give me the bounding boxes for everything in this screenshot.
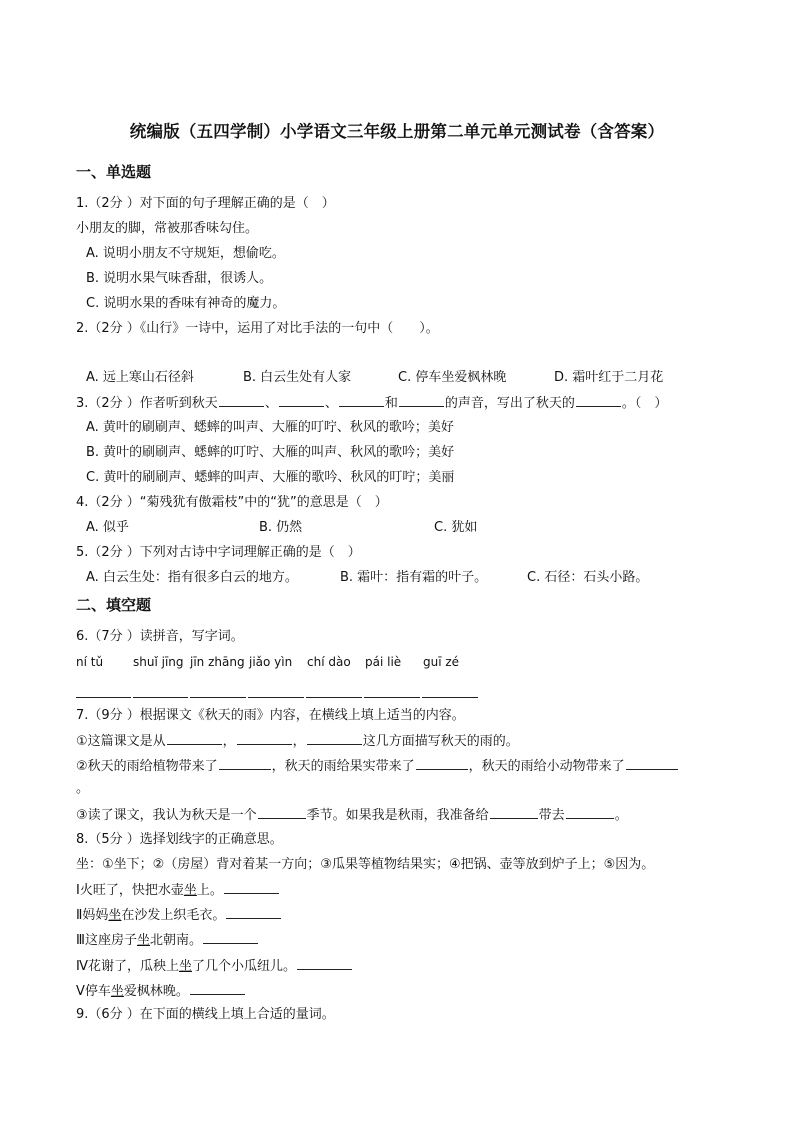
question-7-text: 这几方面描写秋天的雨的。 (362, 734, 519, 749)
answer-blank[interactable] (248, 697, 304, 698)
question-7-line-2-end: 。 (76, 781, 90, 796)
answer-blank[interactable] (76, 697, 131, 698)
answer-blank[interactable] (306, 697, 362, 698)
answer-blank[interactable] (364, 697, 420, 698)
question-7-stem: 7.（9分 ）根据课文《秋天的雨》内容，在横线上填上适当的内容。 (76, 708, 465, 723)
underlined-char: 坐 (110, 984, 124, 999)
question-7-text: ，秋天的雨给小动物带来了 (468, 759, 625, 774)
question-5-stem: 5.（2分 ）下列对古诗中字词理解正确的是（ ） (76, 545, 361, 560)
answer-blank[interactable] (203, 931, 258, 944)
pinyin-item: ní tǔ (76, 655, 104, 669)
answer-blank[interactable] (224, 881, 279, 894)
answer-blank[interactable] (576, 394, 621, 407)
question-8-text: Ⅳ花谢了，瓜秧上 (76, 959, 179, 974)
question-7-text: ， (222, 734, 236, 749)
section-heading-fill-in: 二、填空题 (76, 596, 152, 614)
question-8-text: Ⅱ妈妈 (76, 908, 109, 923)
answer-blank[interactable] (237, 732, 292, 745)
question-8-text: 上。 (196, 883, 223, 898)
question-3-stem (76, 394, 667, 413)
underlined-char: 坐 (108, 908, 122, 923)
question-8-text: Ⅲ这座房子 (76, 933, 137, 948)
question-5-option-b[interactable]: B. 霜叶：指有霜的叶子。 (340, 570, 488, 585)
question-1-option-b[interactable]: B. 说明水果气味香甜，很诱人。 (86, 271, 273, 286)
answer-blank[interactable] (626, 757, 678, 770)
pinyin-item: chí dào (307, 655, 351, 669)
question-3-option-b[interactable]: B. 黄叶的刷刷声、蟋蟀的叮咛、大雁的叫声、秋风的歌吟；美好 (86, 445, 455, 460)
answer-blank[interactable] (190, 982, 245, 995)
question-3-text-2: 和 (384, 396, 398, 411)
answer-blank[interactable] (566, 806, 614, 819)
question-1-option-c[interactable]: C. 说明水果的香味有神奇的魔力。 (86, 296, 286, 311)
question-3-sep-2: 、 (324, 396, 338, 411)
answer-blank[interactable] (190, 697, 246, 698)
question-7-text: 带去 (538, 808, 565, 823)
question-2-option-a[interactable]: A. 远上寒山石径斜 (86, 370, 194, 385)
question-7-text: 。 (614, 808, 628, 823)
question-7-text: ②秋天的雨给植物带来了 (76, 759, 218, 774)
question-8-text: 北朝南。 (149, 933, 202, 948)
answer-blank[interactable] (279, 394, 324, 407)
pinyin-item: shuǐ jīng (133, 655, 184, 669)
answer-blank[interactable] (416, 757, 468, 770)
question-2-option-d[interactable]: D. 霜叶红于二月花 (554, 370, 664, 385)
question-8-stem: 8.（5分 ）选择划线字的正确意思。 (76, 832, 283, 847)
question-7-text: ，秋天的雨给果实带来了 (271, 759, 415, 774)
underlined-char: 坐 (183, 883, 197, 898)
question-7-line-1 (76, 732, 519, 751)
question-8-text: Ⅰ火旺了，快把水壶 (76, 883, 184, 898)
question-1-option-a[interactable]: A. 说明小朋友不守规矩，想偷吃。 (86, 246, 285, 261)
question-7-text: ， (292, 734, 306, 749)
question-8-definitions: 坐：①坐下；②（房屋）背对着某一方向；③瓜果等植物结果实；④把锅、壶等放到炉子上；⑤因为。 (76, 857, 655, 872)
pinyin-item: jiǎo yìn (249, 655, 293, 669)
question-3-option-a[interactable]: A. 黄叶的刷刷声、蟋蟀的叫声、大雁的叮咛、秋风的歌吟；美好 (86, 420, 454, 435)
question-7-text: ③读了课文，我认为秋天是一个 (76, 808, 257, 823)
pinyin-item: pái liè (365, 655, 402, 669)
answer-blank[interactable] (133, 697, 188, 698)
answer-blank[interactable] (297, 957, 352, 970)
answer-blank[interactable] (219, 394, 264, 407)
question-8-item-5 (76, 982, 246, 1001)
question-2-option-c[interactable]: C. 停车坐爱枫林晚 (398, 370, 507, 385)
question-7-text: 季节。如果我是秋雨，我准备给 (306, 808, 489, 823)
answer-blank[interactable] (339, 394, 384, 407)
question-8-item-1 (76, 881, 280, 900)
question-5-option-a[interactable]: A. 白云生处：指有很多白云的地方。 (86, 570, 298, 585)
question-2-stem: 2.（2分 ）《山行》一诗中，运用了对比手法的一句中（ ）。 (76, 321, 439, 336)
question-4-option-b[interactable]: B. 仍然 (259, 520, 303, 535)
answer-blank[interactable] (490, 806, 538, 819)
question-4-option-c[interactable]: C. 犹如 (434, 520, 478, 535)
question-8-item-3 (76, 931, 259, 950)
answer-blank[interactable] (258, 806, 306, 819)
question-7-line-2 (76, 757, 679, 776)
pinyin-answer-lines (76, 687, 478, 703)
question-4-stem: 4.（2分 ）“菊残犹有傲霜枝”中的“犹”的意思是（ ） (76, 495, 388, 510)
question-8-text: 了几个小瓜纽儿。 (192, 959, 297, 974)
question-8-text: 在沙发上织毛衣。 (121, 908, 226, 923)
pinyin-item: guī zé (423, 655, 460, 669)
question-4-option-a[interactable]: A. 似乎 (86, 520, 129, 535)
answer-blank[interactable] (399, 394, 444, 407)
question-6-stem: 6.（7分 ）读拼音，写字词。 (76, 629, 244, 644)
question-3-option-c[interactable]: C. 黄叶的刷刷声、蟋蟀的叫声、大雁的歌吟、秋风的叮咛；美丽 (86, 470, 455, 485)
question-9-stem: 9.（6分 ）在下面的横线上填上合适的量词。 (76, 1007, 335, 1022)
underlined-char: 坐 (179, 959, 193, 974)
question-3-text-1: 3.（2分 ）作者听到秋天 (76, 396, 218, 411)
question-8-text: 爱枫林晚。 (123, 984, 189, 999)
question-3-text-4: 。（ ） (621, 396, 668, 411)
question-2-option-b[interactable]: B. 白云生处有人家 (243, 370, 352, 385)
question-7-text: ①这篇课文是从 (76, 734, 166, 749)
underlined-char: 坐 (136, 933, 150, 948)
question-1-stem: 1.（2分 ）对下面的句子理解正确的是（ ） (76, 196, 335, 211)
pinyin-item: jīn zhāng (190, 655, 245, 669)
question-5-option-c[interactable]: C. 石径：石头小路。 (527, 570, 649, 585)
page-title: 统编版（五四学制）小学语文三年级上册第二单元单元测试卷（含答案） (129, 122, 665, 141)
question-8-item-4 (76, 957, 353, 976)
question-8-item-2 (76, 906, 282, 925)
question-7-line-3 (76, 806, 628, 825)
answer-blank[interactable] (167, 732, 222, 745)
question-3-text-3: 的声音，写出了秋天的 (444, 396, 575, 411)
answer-blank[interactable] (219, 757, 271, 770)
section-heading-single-choice: 一、单选题 (76, 163, 152, 181)
answer-blank[interactable] (226, 906, 281, 919)
question-8-text: Ⅴ停车 (76, 984, 111, 999)
question-3-sep-1: 、 (264, 396, 278, 411)
answer-blank[interactable] (422, 697, 478, 698)
answer-blank[interactable] (307, 732, 362, 745)
question-1-text: 小朋友的脚，常被那香味勾住。 (76, 221, 259, 236)
